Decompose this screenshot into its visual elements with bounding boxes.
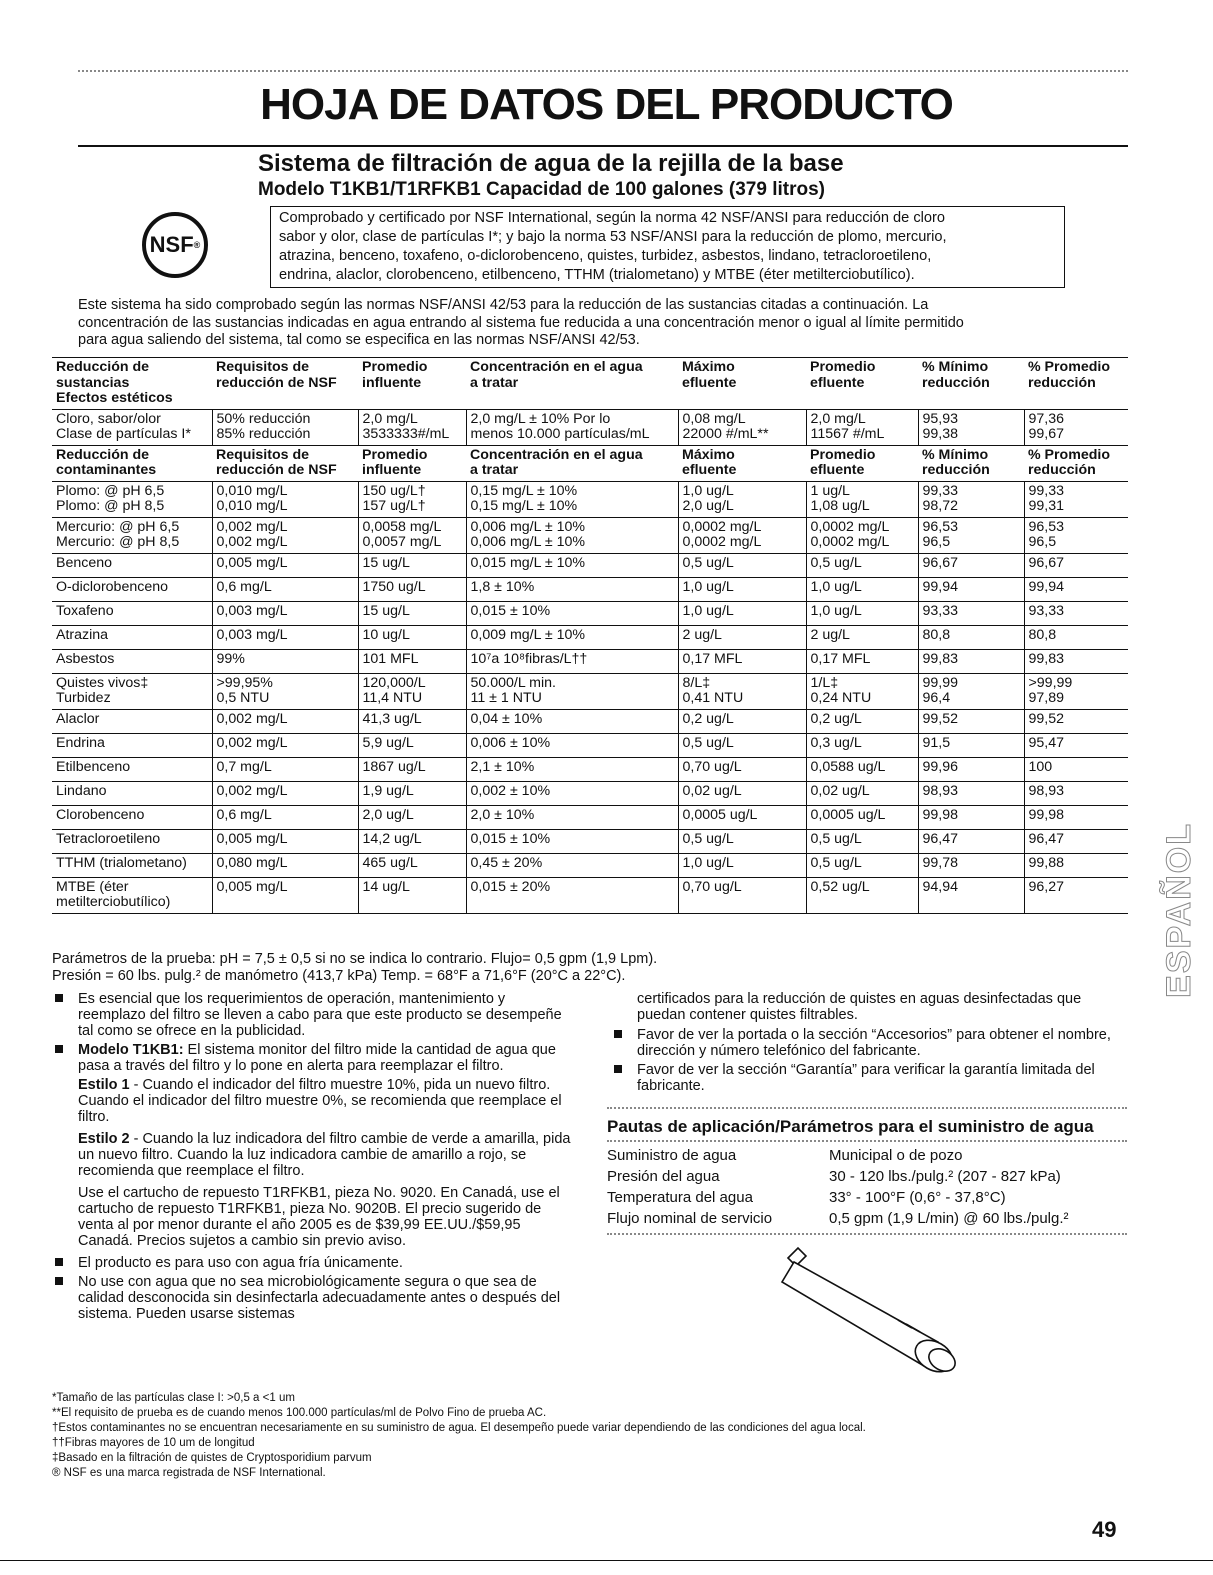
table-cell: 0,02 ug/L bbox=[678, 781, 806, 805]
table-cell: 0,70 ug/L bbox=[678, 877, 806, 913]
header-cell: Reducción de sustancias Efectos estéticos bbox=[52, 358, 212, 410]
bottom-rule bbox=[0, 1560, 1213, 1561]
table-cell: 0,0058 mg/L 0,0057 mg/L bbox=[358, 517, 466, 553]
test-parameters bbox=[52, 951, 657, 985]
table-cell: 14,2 ug/L bbox=[358, 829, 466, 853]
table-cell: 91,5 bbox=[918, 733, 1024, 757]
bullet-item: Modelo T1KB1: El sistema monitor del filtro mide la cantidad de agua que pasa a través del filtro y lo pone en alerta para reemplazar el filtro. bbox=[52, 1042, 572, 1074]
table-cell: 41,3 ug/L bbox=[358, 709, 466, 733]
title-rule bbox=[78, 145, 1128, 147]
intro-paragraph bbox=[78, 297, 1128, 350]
table-cell: 0,17 MFL bbox=[678, 649, 806, 673]
table-cell: 50% reducción 85% reducción bbox=[212, 409, 358, 445]
table-cell: 99,96 bbox=[918, 757, 1024, 781]
table-cell: 120,000/L 11,4 NTU bbox=[358, 673, 466, 709]
table-cell: 0,6 mg/L bbox=[212, 805, 358, 829]
table-cell: 99,98 bbox=[1024, 805, 1128, 829]
intro-line: Este sistema ha sido comprobado según las normas NSF/ANSI 42/53 para la reducción de las sustancias citadas a continuación. La bbox=[78, 297, 929, 313]
bullet-item: Favor de ver la portada o la sección “Accesorios” para obtener el nombre, dirección y número telefónico del fabricante. bbox=[611, 1027, 1129, 1059]
table-cell: 98,93 bbox=[1024, 781, 1128, 805]
table-cell: 0,005 mg/L bbox=[212, 553, 358, 577]
nsf-logo-text: NSF bbox=[149, 232, 194, 257]
table-cell: Etilbenceno bbox=[52, 757, 212, 781]
table-cell: 0,005 mg/L bbox=[212, 877, 358, 913]
footnote: †Estos contaminantes no se encuentran necesariamente en su suministro de agua. El desempeño puede variar dependiendo de las condiciones del agua local. bbox=[52, 1422, 866, 1434]
table-cell: 1750 ug/L bbox=[358, 577, 466, 601]
table-cell: 98,93 bbox=[918, 781, 1024, 805]
table-cell: 0,17 MFL bbox=[806, 649, 918, 673]
table-cell: 0,0005 ug/L bbox=[678, 805, 806, 829]
table-cell: 0,010 mg/L 0,010 mg/L bbox=[212, 481, 358, 517]
table-row bbox=[52, 877, 1128, 913]
page-title: HOJA DE DATOS DEL PRODUCTO bbox=[260, 80, 953, 129]
table-cell: 1,9 ug/L bbox=[358, 781, 466, 805]
table-cell: 0,7 mg/L bbox=[212, 757, 358, 781]
table-cell: 0,080 mg/L bbox=[212, 853, 358, 877]
table-cell: 0,0588 ug/L bbox=[806, 757, 918, 781]
bullet-icon bbox=[614, 1065, 622, 1073]
table-cell: 0,006 mg/L ± 10% 0,006 mg/L ± 10% bbox=[466, 517, 678, 553]
reduction-table bbox=[52, 357, 1128, 914]
table-cell: 8/L‡ 0,41 NTU bbox=[678, 673, 806, 709]
table-cell: 0,015 ± 10% bbox=[466, 829, 678, 853]
table-cell: 0,08 mg/L 22000 #/mL** bbox=[678, 409, 806, 445]
table-cell: 0,015 mg/L ± 10% bbox=[466, 553, 678, 577]
pautas-row: Suministro de agua Municipal o de pozo bbox=[607, 1147, 963, 1164]
table-row bbox=[52, 781, 1128, 805]
table-cell: Lindano bbox=[52, 781, 212, 805]
table-cell: Alaclor bbox=[52, 709, 212, 733]
left-column bbox=[52, 991, 572, 1325]
table-cell: 0,003 mg/L bbox=[212, 601, 358, 625]
pautas-mid-rule bbox=[607, 1140, 1127, 1142]
table-cell: Atrazina bbox=[52, 625, 212, 649]
table-cell: 0,45 ± 20% bbox=[466, 853, 678, 877]
table-cell: 99,83 bbox=[918, 649, 1024, 673]
top-dotted-rule bbox=[78, 70, 1128, 72]
table-row bbox=[52, 853, 1128, 877]
bullet-icon bbox=[55, 1258, 63, 1266]
header-cell: % Mínimo reducción bbox=[918, 445, 1024, 481]
table-cell: 93,33 bbox=[918, 601, 1024, 625]
header-cell: Requisitos de reducción de NSF bbox=[212, 358, 358, 410]
params-line: Presión = 60 lbs. pulg.² de manómetro (413,7 kPa) Temp. = 68°F a 71,6°F (20°C a 22°C). bbox=[52, 968, 626, 984]
table-cell: 99,52 bbox=[918, 709, 1024, 733]
table-row bbox=[52, 733, 1128, 757]
table-cell: Benceno bbox=[52, 553, 212, 577]
page-number: 49 bbox=[1092, 1517, 1117, 1542]
table-cell: 0,002 mg/L bbox=[212, 709, 358, 733]
table-header-row bbox=[52, 445, 1128, 481]
footnote: ‡Basado en la filtración de quistes de Cryptosporidium parvum bbox=[52, 1452, 372, 1464]
table-cell: 0,04 ± 10% bbox=[466, 709, 678, 733]
pautas-table bbox=[607, 1145, 1069, 1229]
table-cell: 10⁷a 10⁸fibras/L†† bbox=[466, 649, 678, 673]
style-2-paragraph: Estilo 2 - Cuando la luz indicadora del filtro cambie de verde a amarilla, pida un nuevo filtro. Cuando la luz indicadora cambie de amarillo a rojo, se recomienda que reemplace el filtro. bbox=[78, 1131, 571, 1179]
right-column bbox=[611, 991, 1129, 1097]
table-cell: >99,99 97,89 bbox=[1024, 673, 1128, 709]
table-cell: 0,3 ug/L bbox=[806, 733, 918, 757]
table-cell: 99,52 bbox=[1024, 709, 1128, 733]
header-cell: Máximo efluente bbox=[678, 358, 806, 410]
footnote: ® NSF es una marca registrada de NSF International. bbox=[52, 1467, 326, 1479]
table-cell: 0,015 ± 10% bbox=[466, 601, 678, 625]
table-cell: O-diclorobenceno bbox=[52, 577, 212, 601]
certification-box bbox=[270, 206, 1065, 288]
table-cell: 95,93 99,38 bbox=[918, 409, 1024, 445]
footnote: *Tamaño de las partículas clase I: >0,5 a <1 um bbox=[52, 1392, 295, 1404]
header-cell: % Mínimo reducción bbox=[918, 358, 1024, 410]
intro-line: para agua saliendo del sistema, tal como se especifica en las normas NSF/ANSI 42/53. bbox=[78, 332, 640, 348]
table-cell: 1,0 ug/L bbox=[678, 601, 806, 625]
cert-line: sabor y olor, clase de partículas I*; y bajo la norma 53 NSF/ANSI para la reducción de plomo, mercurio, bbox=[279, 229, 947, 245]
table-row bbox=[52, 757, 1128, 781]
table-cell: 1,0 ug/L bbox=[806, 577, 918, 601]
table-cell: 99,78 bbox=[918, 853, 1024, 877]
table-cell: 100 bbox=[1024, 757, 1128, 781]
table-cell: 97,36 99,67 bbox=[1024, 409, 1128, 445]
table-cell: 0,0002 mg/L 0,0002 mg/L bbox=[678, 517, 806, 553]
table-cell: 1,0 ug/L bbox=[806, 601, 918, 625]
table-cell: 150 ug/L† 157 ug/L† bbox=[358, 481, 466, 517]
footnotes bbox=[52, 1391, 866, 1481]
table-cell: 0,009 mg/L ± 10% bbox=[466, 625, 678, 649]
header-cell: Requisitos de reducción de NSF bbox=[212, 445, 358, 481]
table-cell: 0,0005 ug/L bbox=[806, 805, 918, 829]
nsf-logo-icon: NSF ® bbox=[142, 212, 208, 278]
language-side-tab: ESPAÑOL bbox=[1160, 822, 1198, 998]
table-cell: 80,8 bbox=[918, 625, 1024, 649]
table-cell: 0,70 ug/L bbox=[678, 757, 806, 781]
table-cell: 93,33 bbox=[1024, 601, 1128, 625]
bullet-item: Es esencial que los requerimientos de operación, mantenimiento y reemplazo del filtro se lleven a cabo para que este producto se desempeñe tal como se ofrece en la publicidad. bbox=[52, 991, 572, 1039]
table-cell: 10 ug/L bbox=[358, 625, 466, 649]
table-cell: 94,94 bbox=[918, 877, 1024, 913]
table-cell: 0,02 ug/L bbox=[806, 781, 918, 805]
table-row bbox=[52, 709, 1128, 733]
table-cell: 80,8 bbox=[1024, 625, 1128, 649]
cert-line: endrina, alaclor, clorobenceno, etilbenceno, TTHM (trialometano) y MTBE (éter metilterciobutílico). bbox=[279, 267, 915, 283]
bullet-item: El producto es para uso con agua fría únicamente. bbox=[52, 1255, 572, 1271]
header-cell: Concentración en el agua a tratar bbox=[466, 445, 678, 481]
table-cell: 99,33 99,31 bbox=[1024, 481, 1128, 517]
table-cell: 96,67 bbox=[1024, 553, 1128, 577]
table-cell: 0,5 ug/L bbox=[806, 553, 918, 577]
table-cell: Toxafeno bbox=[52, 601, 212, 625]
table-row bbox=[52, 577, 1128, 601]
header-cell: % Promedio reducción bbox=[1024, 445, 1128, 481]
table-cell: 96,53 96,5 bbox=[918, 517, 1024, 553]
table-cell: 0,5 ug/L bbox=[806, 829, 918, 853]
table-cell: 99,98 bbox=[918, 805, 1024, 829]
pautas-title: Pautas de aplicación/Parámetros para el suministro de agua bbox=[607, 1117, 1094, 1136]
table-row bbox=[52, 625, 1128, 649]
table-cell: 0,15 mg/L ± 10% 0,15 mg/L ± 10% bbox=[466, 481, 678, 517]
table-cell: Tetracloroetileno bbox=[52, 829, 212, 853]
table-row bbox=[52, 517, 1128, 553]
table-row bbox=[52, 409, 1128, 445]
table-cell: 15 ug/L bbox=[358, 553, 466, 577]
table-cell: 0,003 mg/L bbox=[212, 625, 358, 649]
table-cell: 99,99 96,4 bbox=[918, 673, 1024, 709]
table-cell: Mercurio: @ pH 6,5 Mercurio: @ pH 8,5 bbox=[52, 517, 212, 553]
model-line: Modelo T1KB1/T1RFKB1 Capacidad de 100 galones (379 litros) bbox=[258, 179, 825, 200]
table-cell: 0,2 ug/L bbox=[678, 709, 806, 733]
table-row bbox=[52, 553, 1128, 577]
table-cell: 2 ug/L bbox=[678, 625, 806, 649]
table-cell: 0,005 mg/L bbox=[212, 829, 358, 853]
bullet-item: Favor de ver la sección “Garantía” para verificar la garantía limitada del fabricante. bbox=[611, 1062, 1129, 1094]
pautas-row: Presión del agua 30 - 120 lbs./pulg.² (207 - 827 kPa) bbox=[607, 1168, 1061, 1185]
style-1-paragraph: Estilo 1 - Cuando el indicador del filtro muestre 10%, pida un nuevo filtro. Cuando el indicador del filtro muestre 0%, se recomienda que reemplace el filtro. bbox=[78, 1077, 562, 1125]
table-row bbox=[52, 649, 1128, 673]
table-cell: 2,0 mg/L 11567 #/mL bbox=[806, 409, 918, 445]
table-cell: 0,015 ± 20% bbox=[466, 877, 678, 913]
table-cell: Quistes vivos‡ Turbidez bbox=[52, 673, 212, 709]
table-header-row bbox=[52, 358, 1128, 410]
header-cell: Reducción de contaminantes bbox=[52, 445, 212, 481]
pautas-row: Flujo nominal de servicio 0,5 gpm (1,9 L/min) @ 60 lbs./pulg.² bbox=[607, 1210, 1069, 1227]
table-cell: 96,53 96,5 bbox=[1024, 517, 1128, 553]
cert-line: Comprobado y certificado por NSF International, según la norma 42 NSF/ANSI para reducción de cloro bbox=[279, 210, 945, 226]
table-cell: 0,2 ug/L bbox=[806, 709, 918, 733]
table-cell: 0,5 ug/L bbox=[678, 553, 806, 577]
table-cell: 0,5 ug/L bbox=[806, 853, 918, 877]
table-cell: 5,9 ug/L bbox=[358, 733, 466, 757]
table-cell: 101 MFL bbox=[358, 649, 466, 673]
table-cell: 96,27 bbox=[1024, 877, 1128, 913]
table-cell: 1867 ug/L bbox=[358, 757, 466, 781]
table-cell: 1,0 ug/L bbox=[678, 853, 806, 877]
pautas-top-rule bbox=[607, 1107, 1127, 1109]
bullet-item: No use con agua que no sea microbiológicamente segura o que sea de calidad desconocida sin desinfectarla adecuadamente antes o después del sistema. Pueden usarse sistemas bbox=[52, 1274, 572, 1322]
table-cell: 2 ug/L bbox=[806, 625, 918, 649]
table-cell: 0,5 ug/L bbox=[678, 829, 806, 853]
filter-cartridge-icon bbox=[758, 1238, 978, 1378]
bullet-icon bbox=[55, 1277, 63, 1285]
pautas-row: Temperatura del agua 33° - 100°F (0,6° - 37,8°C) bbox=[607, 1189, 1006, 1206]
bullet-icon bbox=[614, 1030, 622, 1038]
table-cell: 1 ug/L 1,08 ug/L bbox=[806, 481, 918, 517]
footnote: ††Fibras mayores de 10 um de longitud bbox=[52, 1437, 255, 1449]
params-line: Parámetros de la prueba: pH = 7,5 ± 0,5 si no se indica lo contrario. Flujo= 0,5 gpm (1,9 Lpm). bbox=[52, 951, 658, 967]
table-cell: 15 ug/L bbox=[358, 601, 466, 625]
header-cell: % Promedio reducción bbox=[1024, 358, 1128, 410]
table-row bbox=[52, 601, 1128, 625]
table-cell: 0,002 mg/L 0,002 mg/L bbox=[212, 517, 358, 553]
table-cell: 1,0 ug/L 2,0 ug/L bbox=[678, 481, 806, 517]
intro-line: concentración de las sustancias indicadas en agua entrando al sistema fue reducida a una concentración menor o igual al límite permitido bbox=[78, 314, 964, 331]
table-cell: Asbestos bbox=[52, 649, 212, 673]
pautas-bottom-rule bbox=[607, 1233, 1127, 1235]
bullet-icon bbox=[55, 994, 63, 1002]
header-cell: Promedio influente bbox=[358, 358, 466, 410]
cartridge-paragraph: Use el cartucho de repuesto T1RFKB1, pieza No. 9020. En Canadá, use el cartucho de repuesto T1RFKB1, pieza No. 9020B. El precio sugerido de venta al por menor durante el año 2005 es de $39,99 EE.UU./$59,95 Canadá. Precios sujetos a cambio sin previo aviso. bbox=[78, 1185, 560, 1249]
table-cell: 1,8 ± 10% bbox=[466, 577, 678, 601]
table-cell: 2,0 ± 10% bbox=[466, 805, 678, 829]
table-cell: 0,002 mg/L bbox=[212, 733, 358, 757]
table-cell: Plomo: @ pH 6,5 Plomo: @ pH 8,5 bbox=[52, 481, 212, 517]
table-row bbox=[52, 829, 1128, 853]
table-cell: Endrina bbox=[52, 733, 212, 757]
table-cell: 0,5 ug/L bbox=[678, 733, 806, 757]
cert-line: atrazina, benceno, toxafeno, o-diclorobenceno, quistes, turbidez, asbestos, lindano, tetracloroetileno, bbox=[279, 248, 932, 264]
table-cell: 96,47 bbox=[918, 829, 1024, 853]
subtitle: Sistema de filtración de agua de la rejilla de la base bbox=[258, 150, 844, 177]
table-cell: 2,0 mg/L ± 10% Por lo menos 10.000 partículas/mL bbox=[466, 409, 678, 445]
table-cell: TTHM (trialometano) bbox=[52, 853, 212, 877]
table-cell: 99,88 bbox=[1024, 853, 1128, 877]
table-cell: 99,94 bbox=[1024, 577, 1128, 601]
table-cell: 50.000/L min. 11 ± 1 NTU bbox=[466, 673, 678, 709]
table-cell: Clorobenceno bbox=[52, 805, 212, 829]
header-cell: Máximo efluente bbox=[678, 445, 806, 481]
header-cell: Promedio efluente bbox=[806, 445, 918, 481]
table-cell: 99,33 98,72 bbox=[918, 481, 1024, 517]
table-cell: 14 ug/L bbox=[358, 877, 466, 913]
table-cell: 96,47 bbox=[1024, 829, 1128, 853]
table-cell: 0,006 ± 10% bbox=[466, 733, 678, 757]
continued-paragraph: certificados para la reducción de quistes en aguas desinfectadas que puedan contener quistes filtrables. bbox=[637, 991, 1082, 1023]
header-cell: Promedio influente bbox=[358, 445, 466, 481]
table-cell: 0,002 mg/L bbox=[212, 781, 358, 805]
table-cell: 99,94 bbox=[918, 577, 1024, 601]
table-cell: Cloro, sabor/olor Clase de partículas I* bbox=[52, 409, 212, 445]
table-cell: 0,002 ± 10% bbox=[466, 781, 678, 805]
table-row bbox=[52, 481, 1128, 517]
table-cell: 96,67 bbox=[918, 553, 1024, 577]
table-cell: 1,0 ug/L bbox=[678, 577, 806, 601]
table-cell: 2,1 ± 10% bbox=[466, 757, 678, 781]
table-cell: MTBE (éter metilterciobutílico) bbox=[52, 877, 212, 913]
header-cell: Concentración en el agua a tratar bbox=[466, 358, 678, 410]
footnote: **El requisito de prueba es de cuando menos 100.000 partículas/ml de Polvo Fino de prueba AC. bbox=[52, 1407, 547, 1419]
table-cell: 0,52 ug/L bbox=[806, 877, 918, 913]
table-cell: 1/L‡ 0,24 NTU bbox=[806, 673, 918, 709]
table-cell: 95,47 bbox=[1024, 733, 1128, 757]
header-cell: Promedio efluente bbox=[806, 358, 918, 410]
table-cell: 0,0002 mg/L 0,0002 mg/L bbox=[806, 517, 918, 553]
table-cell: 2,0 mg/L 3533333#/mL bbox=[358, 409, 466, 445]
table-cell: 465 ug/L bbox=[358, 853, 466, 877]
table-row bbox=[52, 673, 1128, 709]
table-cell: 0,6 mg/L bbox=[212, 577, 358, 601]
table-cell: >99,95% 0,5 NTU bbox=[212, 673, 358, 709]
table-cell: 99,83 bbox=[1024, 649, 1128, 673]
bullet-icon bbox=[55, 1045, 63, 1053]
table-cell: 2,0 ug/L bbox=[358, 805, 466, 829]
table-row bbox=[52, 805, 1128, 829]
table-cell: 99% bbox=[212, 649, 358, 673]
